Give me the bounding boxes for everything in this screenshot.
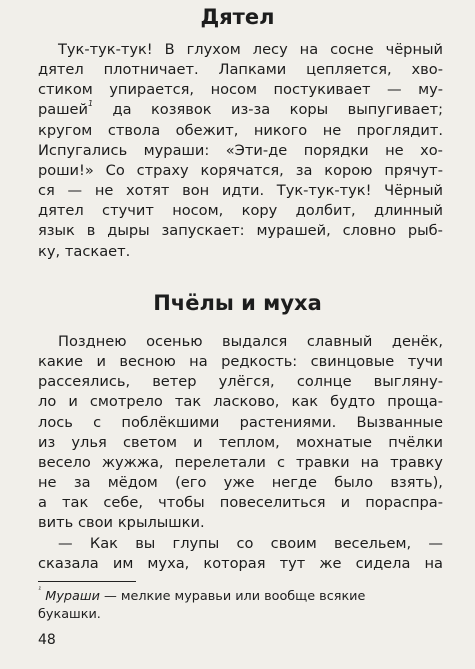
text-line: из улья светом и теплом, мохнатые пчёлки (38, 433, 443, 451)
footnote-continuation: букашки. (38, 607, 101, 622)
footnote-term: Мураши (45, 589, 100, 604)
footnote-text: — мелкие муравьи или вообще всякие (103, 589, 366, 604)
footnote-divider (38, 581, 136, 582)
footnote (38, 584, 366, 605)
text-line: роши!» Со страху корячатся, за корою прячут- (38, 161, 443, 179)
text-line: ся — не хотят вон идти. Тук-тук-тук! Чёрный (38, 182, 443, 200)
story-title-bees-and-fly: Пчёлы и муха (153, 291, 322, 315)
text-line: какие и весною на редкость: свинцовые тучи (38, 353, 443, 371)
text-line: дятел плотничает. Лапками цепляется, хво- (38, 61, 443, 79)
page-number: 48 (38, 632, 56, 648)
text-line: стиком упирается, носом постукивает — му- (38, 81, 443, 99)
text-line: рассеялись, ветер улёгся, солнце выгляну- (38, 373, 443, 391)
text-line: кругом ствола обежит, никого не проглядит. (38, 121, 443, 139)
text-line: ку, таскает. (38, 242, 131, 260)
text-line: — Как вы глупы со своим весельем, — (58, 534, 443, 552)
text-line: а так себе, чтобы повеселиться и пораспра- (38, 494, 443, 512)
text-line: ло и смотрело так ласково, как будто проща- (38, 393, 443, 411)
text-line: сказала им муха, которая тут же сидела на (38, 554, 443, 572)
text-line: вить свои крылышки. (38, 514, 205, 532)
text-line: не за мёдом (его уже негде было взять), (38, 474, 443, 492)
text-line: рашей$^1$ да козявок из-за коры выпугивает; (38, 98, 443, 119)
text-line: дятел стучит носом, кору долбит, длинный (38, 202, 443, 220)
text-line: весело жужжа, перелетали с травки на травку (38, 453, 443, 471)
text-line: Тук-тук-тук! В глухом лесу на сосне чёрный (58, 41, 443, 58)
text-line: Испугались мураши: «Эти-де порядки не хо- (38, 141, 443, 159)
text-line: лось с поблёкшими растениями. Вызванные (38, 413, 443, 431)
footnote-marker: ¹ (38, 584, 42, 594)
story-title-dyatel: Дятел (200, 5, 275, 29)
text-line: язык в дыры запускает: мурашей, словно рыб- (38, 222, 443, 240)
text-line: Позднею осенью выдался славный денёк, (58, 333, 443, 350)
